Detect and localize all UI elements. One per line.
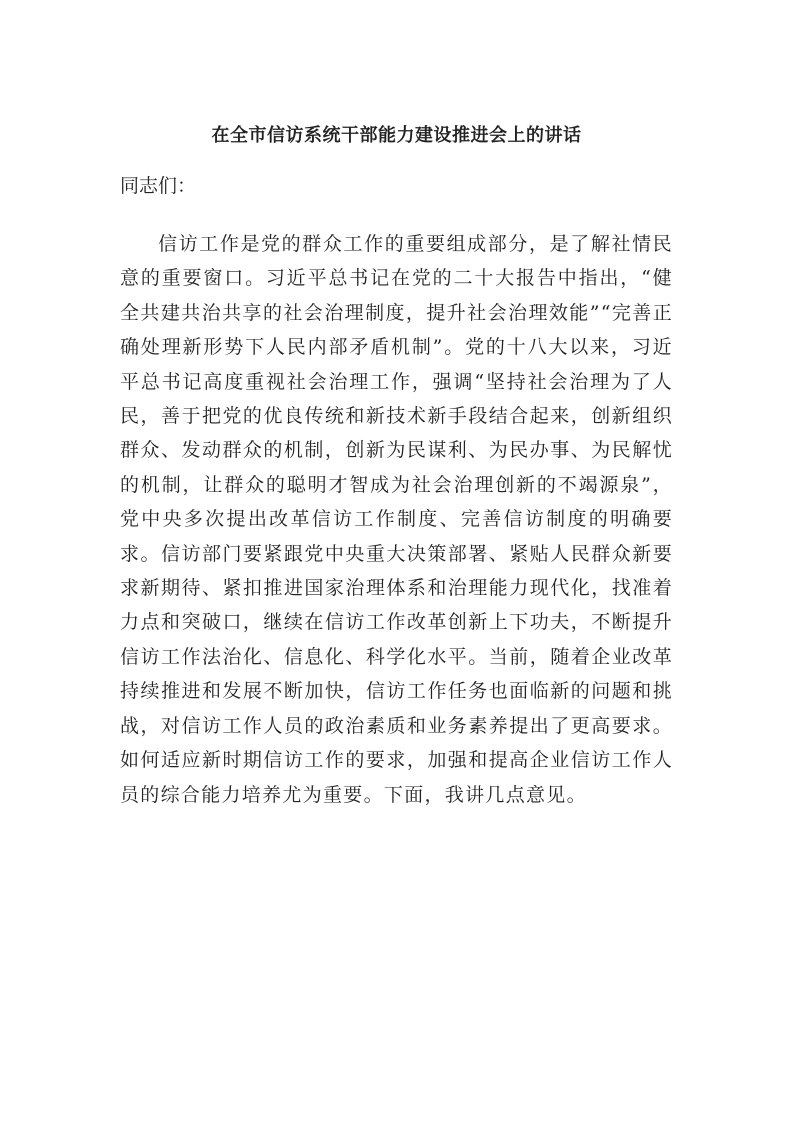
body-paragraph: 信访工作是党的群众工作的重要组成部分，是了解社情民意的重要窗口。习近平总书记在党的二十大报告中指出，“健全共建共治共享的社会治理制度，提升社会治理效能”“完善正确处理新形势下人民内部矛盾机制”。党的十八大以来，习近平总书记高度重视社会治理工作，强调“坚持社会治理为了人民，善于把党的优良传统和新技术新手段结合起来，创新组织群众、发动群众的机制，创新为民谋利、为民办事、为民解忧的机制，让群众的聪明才智成为社会治理创新的不竭源泉”，党中央多次提出改革信访工作制度、完善信访制度的明确要求。信访部门要紧跟党中央重大决策部署、紧贴人民群众新要求新期待、紧扣推进国家治理体系和治理能力现代化，找准着力点和突破口，继续在信访工作改革创新上下功夫，不断提升信访工作法治化、信息化、科学化水平。当前，随着企业改革持续推进和发展不断加快，信访工作任务也面临新的问题和挑战，对信访工作人员的政治素质和业务素养提出了更高要求。如何适应新时期信访工作的要求，加强和提高企业信访工作人员的综合能力培养尤为重要。下面，我讲几点意见。	[120, 233, 673, 806]
salutation: 同志们：	[120, 175, 197, 197]
document-title: 在全市信访系统干部能力建设推进会上的讲话	[211, 125, 582, 146]
